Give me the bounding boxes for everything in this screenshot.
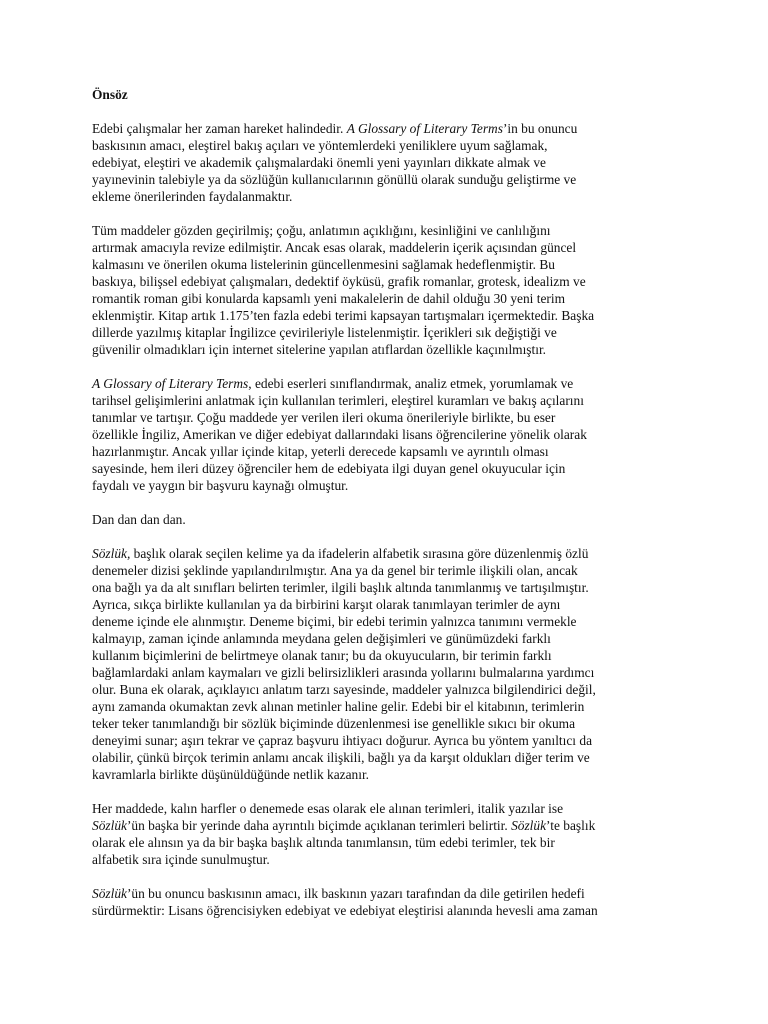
text-line bbox=[92, 664, 678, 681]
text-run: sayesinde, hem ileri düzey öğrenciler hem de edebiyata ilgi duyan genel okuyucular için bbox=[92, 461, 566, 476]
text-run: kalmasını ve önerilen okuma listelerinin güncellenmesini sağlamak hedeflenmiştir. Bu bbox=[92, 257, 555, 272]
paragraph bbox=[92, 120, 678, 205]
text-line bbox=[92, 324, 678, 341]
text-line bbox=[92, 426, 678, 443]
text-run: olarak ele alınsın ya da bir başka başlık altında tanımlansın, tüm edebi terimler, tek bir bbox=[92, 835, 555, 850]
text-run: yayınevinin talebiyle ya da sözlüğün kullanıcılarının gönüllü olarak sunduğu geliştirme ve bbox=[92, 172, 577, 187]
text-run: baskıya, bilişsel edebiyat çalışmaları, dedektif öyküsü, grafik romanlar, grotesk, idealizm ve bbox=[92, 274, 586, 289]
text-line bbox=[92, 562, 678, 579]
text-line bbox=[92, 766, 678, 783]
text-run: teker teker tanımlandığı bir sözlük biçiminde düzenlenmesi ise genellikle sıkıcı bir okuma bbox=[92, 716, 576, 731]
text-run: özellikle İngiliz, Amerikan ve diğer edebiyat dallarındaki lisans öğrencilerine yönelik olarak bbox=[92, 427, 587, 442]
italic-text: Sözlük, bbox=[92, 546, 131, 561]
text-run: Tüm maddeler gözden geçirilmiş; çoğu, anlatımın açıklığını, kesinliğini ve canlılığını bbox=[92, 223, 551, 238]
paragraph bbox=[92, 511, 678, 528]
text-run: romantik roman gibi konularda kapsamlı yeni makalelerin de dahil olduğu 30 yeni terim bbox=[92, 291, 566, 306]
text-run: aynı zamanda okumaktan zevk alınan metinler haline gelir. Edebi bir el kitabının, terimlerin bbox=[92, 699, 585, 714]
text-line bbox=[92, 460, 678, 477]
text-run: bağlamlardaki anlam kaymaları ve gizli belirsizlikleri arasında yollarını bulmalarına yardımcı bbox=[92, 665, 595, 680]
text-line bbox=[92, 120, 678, 137]
text-line bbox=[92, 477, 678, 494]
text-line bbox=[92, 630, 678, 647]
text-run: alfabetik sıra içinde sunulmuştur. bbox=[92, 852, 270, 867]
text-line bbox=[92, 341, 678, 358]
text-line bbox=[92, 443, 678, 460]
text-line bbox=[92, 290, 678, 307]
paragraph bbox=[92, 800, 678, 868]
document-body bbox=[92, 120, 678, 919]
text-line bbox=[92, 902, 678, 919]
text-run: ’ün bu onuncu baskısının amacı, ilk baskının yazarı tarafından da dile getirilen hedefi bbox=[126, 886, 585, 901]
text-line bbox=[92, 681, 678, 698]
text-line bbox=[92, 239, 678, 256]
text-line bbox=[92, 579, 678, 596]
text-line bbox=[92, 596, 678, 613]
text-line bbox=[92, 409, 678, 426]
text-line bbox=[92, 698, 678, 715]
text-line bbox=[92, 817, 678, 834]
italic-text: A Glossary of Literary Terms bbox=[92, 376, 249, 391]
text-line bbox=[92, 749, 678, 766]
text-run: edebiyat, eleştiri ve akademik çalışmalardaki önemli yeni yayınları dikkate almak ve bbox=[92, 155, 546, 170]
italic-text: Sözlük bbox=[92, 886, 127, 901]
text-run: deneyimi sunar; aşırı tekrar ve çapraz başvuru ihtiyacı doğurur. Ayrıca bu yöntem yanıltıcı da bbox=[92, 733, 593, 748]
text-run: baskısının amacı, eleştirel bakış açıları ve yöntemlerdeki yeniliklere uyum sağlamak, bbox=[92, 138, 548, 153]
text-run: eklenmiştir. Kitap artık 1.175’ten fazla edebi terimi kapsayan tartışmaları içermektedir. Başka bbox=[92, 308, 595, 323]
text-run: dillerde yazılmış kitaplar İngilizce çevirileriyle listelenmiştir. İçerikleri sık değiştiği ve bbox=[92, 325, 557, 340]
text-run: tanımlar ve tartışır. Çoğu maddede yer verilen ileri okuma önerileriyle birlikte, bu eser bbox=[92, 410, 556, 425]
text-run: denemeler dizisi şeklinde yapılandırılmıştır. Ana ya da genel bir terimle ilişkili olan, ancak bbox=[92, 563, 578, 578]
text-line bbox=[92, 256, 678, 273]
paragraph bbox=[92, 545, 678, 783]
text-run: ’te başlık bbox=[546, 818, 596, 833]
text-run: olabilir, çünkü birçok terimin anlamı ancak ilişkili, bağlı ya da karşıt oldukları diğer terim ve bbox=[92, 750, 590, 765]
text-run: Edebi çalışmalar her zaman hareket halindedir. bbox=[92, 121, 347, 136]
text-run: , edebi eserleri sınıflandırmak, analiz etmek, yorumlamak ve bbox=[248, 376, 574, 391]
text-run: ’ün başka bir yerinde daha ayrıntılı biçimde açıklanan terimleri belirtir. bbox=[126, 818, 512, 833]
text-run: hazırlanmıştır. Ancak yıllar içinde kitap, yeterli derecede kapsamlı ve ayrıntılı olması bbox=[92, 444, 549, 459]
text-run: ona bağlı ya da alt sınıfları belirten terimler, ilgili başlık altında tanımlanmış ve tartışılmıştır. bbox=[92, 580, 589, 595]
paragraph bbox=[92, 222, 678, 358]
text-line bbox=[92, 851, 678, 868]
text-line bbox=[92, 375, 678, 392]
italic-text: Sözlük bbox=[511, 818, 547, 833]
text-line bbox=[92, 613, 678, 630]
text-run: deneme içinde ele alınmıştır. Deneme biçimi, bir edebi terimin yalnızca tanımını vermekle bbox=[92, 614, 577, 629]
text-line bbox=[92, 154, 678, 171]
text-line bbox=[92, 171, 678, 188]
text-line bbox=[92, 392, 678, 409]
text-line bbox=[92, 222, 678, 239]
text-run: Her maddede, kalın harfler o denemede esas olarak ele alınan terimleri, italik yazılar ise bbox=[92, 801, 564, 816]
text-run: kullanım biçimlerini de belirtmeye olanak tanır; bu da okuyucuların, bir terimin farklı bbox=[92, 648, 552, 663]
text-line bbox=[92, 647, 678, 664]
text-run: olur. Buna ek olarak, açıklayıcı anlatım tarzı sayesinde, maddeler yalnızca bilgilendirici değil, bbox=[92, 682, 596, 697]
text-line bbox=[92, 885, 678, 902]
text-line bbox=[92, 715, 678, 732]
text-line bbox=[92, 188, 678, 205]
text-run: sürdürmektir: Lisans öğrencisiyken edebiyat ve edebiyat eleştirisi alanında hevesli ama zaman bbox=[92, 903, 598, 918]
text-line bbox=[92, 834, 678, 851]
text-run: faydalı ve yaygın bir başvuru kaynağı olmuştur. bbox=[92, 478, 349, 493]
text-line bbox=[92, 137, 678, 154]
text-line bbox=[92, 732, 678, 749]
text-run: Dan dan dan dan. bbox=[92, 512, 186, 527]
italic-text: Sözlük bbox=[92, 818, 127, 833]
document-heading: Önsöz bbox=[92, 87, 128, 102]
text-line bbox=[92, 511, 678, 528]
text-run: tarihsel gelişimlerini anlatmak için kullanılan terimleri, eleştirel kuramları ve bakış açılarını bbox=[92, 393, 584, 408]
text-run: Ayrıca, sıkça birlikte kullanılan ya da birbirini karşıt olarak tanımlayan terimler de aynı bbox=[92, 597, 561, 612]
italic-text: A Glossary of Literary Terms bbox=[346, 121, 503, 136]
text-run: artırmak amacıyla revize edilmiştir. Ancak esas olarak, maddelerin içerik açısından güncel bbox=[92, 240, 577, 255]
paragraph bbox=[92, 885, 678, 919]
text-line bbox=[92, 800, 678, 817]
text-run: ekleme önerilerinden faydalanmaktır. bbox=[92, 189, 293, 204]
text-line bbox=[92, 307, 678, 324]
text-run: güvenilir olmadıkları için internet sitelerine yapılan atıflardan özellikle kaçınılmıştır. bbox=[92, 342, 547, 357]
text-run: kavramlarla birlikte düşünüldüğünde netlik kazanır. bbox=[92, 767, 370, 782]
text-line bbox=[92, 273, 678, 290]
text-run: ’in bu onuncu bbox=[502, 121, 578, 136]
text-run: başlık olarak seçilen kelime ya da ifadelerin alfabetik sırasına göre düzenlenmiş özlü bbox=[130, 546, 589, 561]
text-run: kalmayıp, zaman içinde anlamında meydana gelen değişimleri ve günümüzdeki farklı bbox=[92, 631, 551, 646]
text-line bbox=[92, 545, 678, 562]
document-page bbox=[92, 86, 678, 936]
paragraph bbox=[92, 375, 678, 494]
